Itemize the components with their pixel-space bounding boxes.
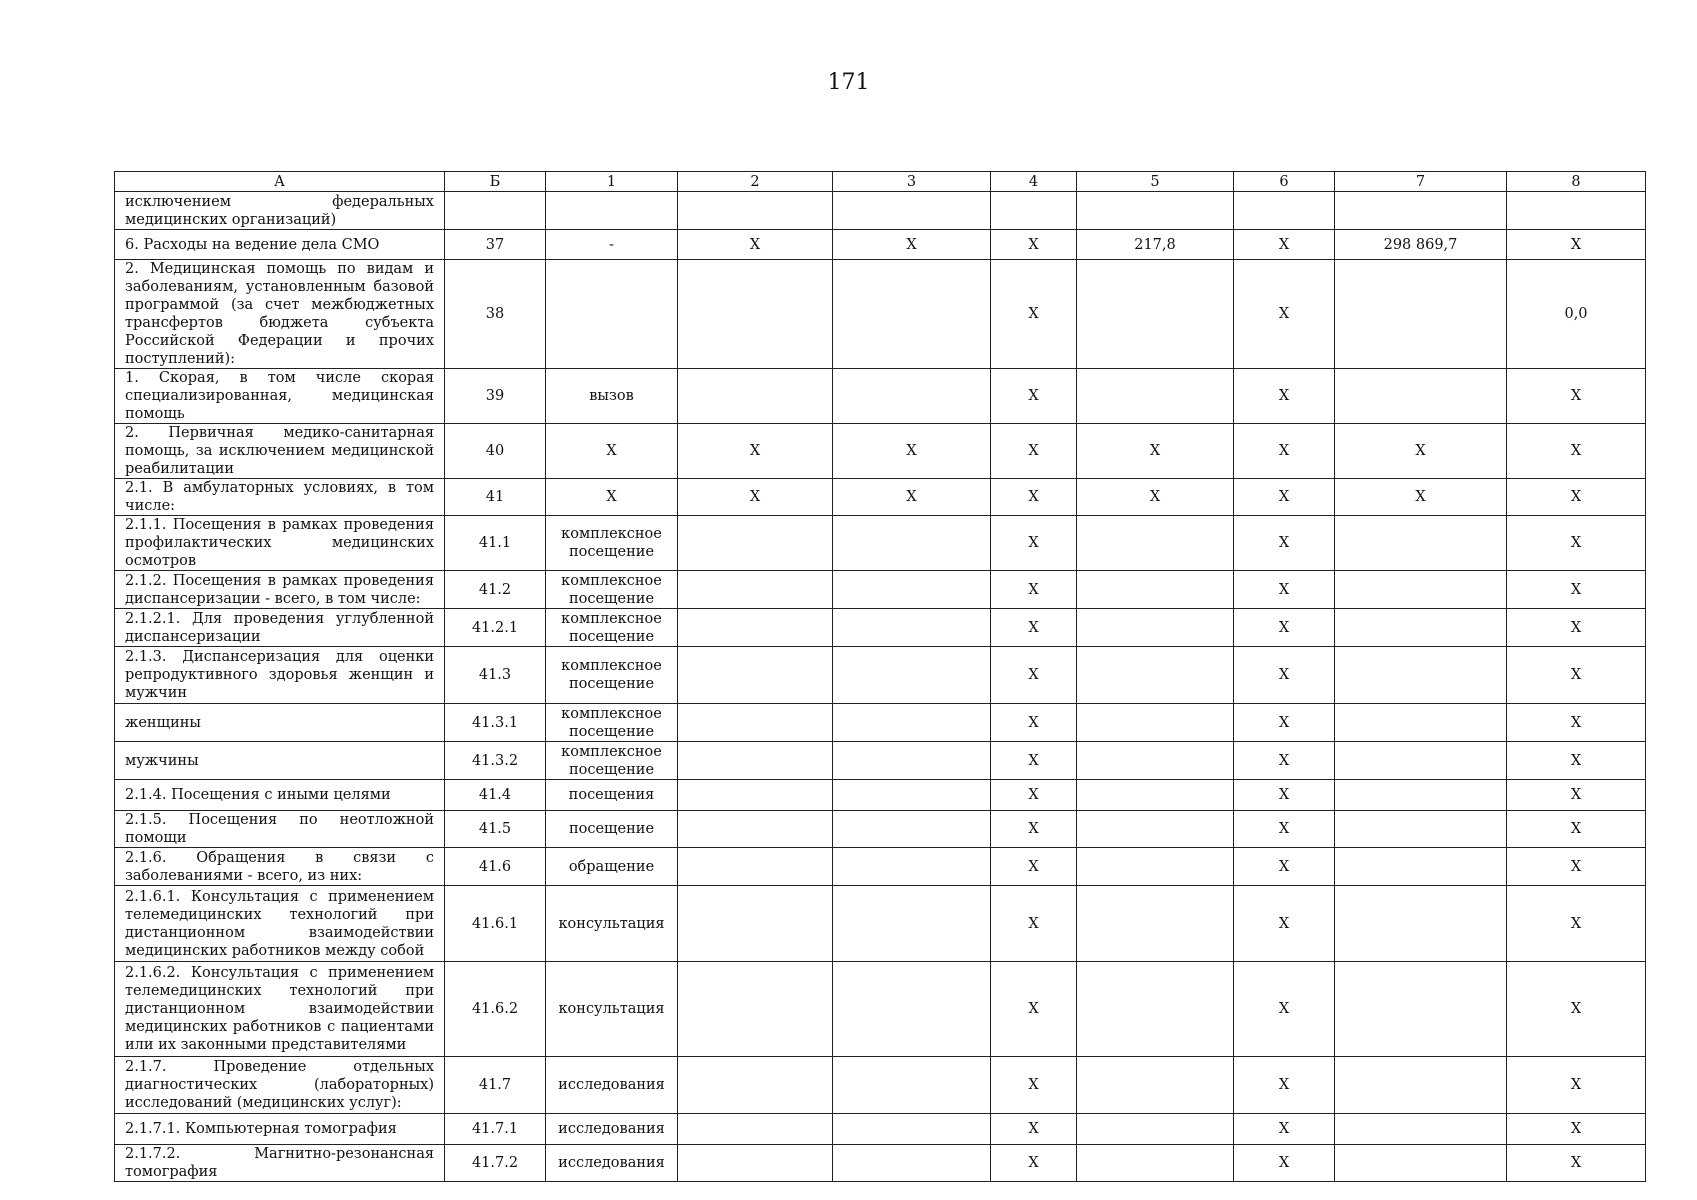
unit-cell: X bbox=[546, 479, 678, 516]
value-cell bbox=[833, 516, 991, 571]
value-cell bbox=[1234, 192, 1335, 230]
value-cell bbox=[1077, 260, 1234, 369]
unit-cell: комплексное посещение bbox=[546, 516, 678, 571]
value-cell bbox=[678, 369, 833, 424]
value-cell bbox=[1077, 1057, 1234, 1114]
table-row bbox=[115, 962, 1646, 1057]
value-cell bbox=[1335, 848, 1507, 886]
value-cell bbox=[678, 1057, 833, 1114]
page-number: 171 bbox=[827, 70, 870, 95]
value-cell: X bbox=[991, 479, 1077, 516]
value-cell: X bbox=[991, 1145, 1077, 1182]
value-cell: X bbox=[1234, 369, 1335, 424]
value-cell: X bbox=[1234, 571, 1335, 609]
value-cell: X bbox=[1234, 516, 1335, 571]
value-cell: X bbox=[678, 424, 833, 479]
value-cell: X bbox=[991, 1057, 1077, 1114]
value-cell: X bbox=[1077, 424, 1234, 479]
unit-cell: исследования bbox=[546, 1145, 678, 1182]
value-cell: X bbox=[991, 780, 1077, 811]
value-cell: X bbox=[991, 848, 1077, 886]
value-cell bbox=[1077, 516, 1234, 571]
value-cell bbox=[1335, 260, 1507, 369]
unit-cell: консультация bbox=[546, 962, 678, 1057]
row-code-cell: 41.7.2 bbox=[445, 1145, 546, 1182]
value-cell bbox=[678, 260, 833, 369]
value-cell: X bbox=[1507, 1114, 1646, 1145]
row-code-cell: 41.7.1 bbox=[445, 1114, 546, 1145]
row-code-cell: 41.6.1 bbox=[445, 886, 546, 962]
value-cell bbox=[678, 780, 833, 811]
unit-cell: комплексное посещение bbox=[546, 609, 678, 647]
value-cell bbox=[1335, 516, 1507, 571]
value-cell bbox=[833, 848, 991, 886]
table-row bbox=[115, 1114, 1646, 1145]
unit-cell: исследования bbox=[546, 1114, 678, 1145]
value-cell bbox=[1077, 369, 1234, 424]
value-cell bbox=[1077, 1114, 1234, 1145]
value-cell: X bbox=[1335, 479, 1507, 516]
value-cell: 217,8 bbox=[1077, 230, 1234, 260]
value-cell bbox=[833, 704, 991, 742]
value-cell: X bbox=[1507, 848, 1646, 886]
value-cell: X bbox=[1234, 424, 1335, 479]
value-cell bbox=[1077, 811, 1234, 848]
table-row bbox=[115, 260, 1646, 369]
value-cell: X bbox=[1234, 848, 1335, 886]
row-code-cell: 37 bbox=[445, 230, 546, 260]
value-cell bbox=[1335, 571, 1507, 609]
value-cell bbox=[678, 811, 833, 848]
row-label-cell: 2. Медицинская помощь по видам и заболеваниям, установленным базовой программой (за счет межбюджетных трансфертов бюджета субъекта Российской Федерации и прочих поступлений): bbox=[115, 260, 445, 369]
table-row bbox=[115, 516, 1646, 571]
value-cell: X bbox=[1507, 704, 1646, 742]
column-header: 4 bbox=[991, 172, 1077, 192]
column-header: 7 bbox=[1335, 172, 1507, 192]
value-cell: X bbox=[1507, 1145, 1646, 1182]
column-header: 2 bbox=[678, 172, 833, 192]
unit-cell: обращение bbox=[546, 848, 678, 886]
table-row bbox=[115, 230, 1646, 260]
row-code-cell: 41 bbox=[445, 479, 546, 516]
unit-cell: комплексное посещение bbox=[546, 704, 678, 742]
value-cell: X bbox=[991, 571, 1077, 609]
value-cell: X bbox=[833, 230, 991, 260]
value-cell: X bbox=[1507, 516, 1646, 571]
value-cell bbox=[678, 516, 833, 571]
value-cell bbox=[1077, 848, 1234, 886]
value-cell bbox=[1077, 742, 1234, 780]
value-cell: X bbox=[1234, 704, 1335, 742]
row-code-cell: 39 bbox=[445, 369, 546, 424]
row-code-cell: 41.3.2 bbox=[445, 742, 546, 780]
column-header: 3 bbox=[833, 172, 991, 192]
value-cell: X bbox=[991, 647, 1077, 704]
value-cell bbox=[1335, 1057, 1507, 1114]
value-cell bbox=[1335, 704, 1507, 742]
value-cell bbox=[1077, 647, 1234, 704]
table-row bbox=[115, 811, 1646, 848]
value-cell: X bbox=[1507, 780, 1646, 811]
value-cell: X bbox=[991, 516, 1077, 571]
value-cell: X bbox=[991, 962, 1077, 1057]
value-cell: X bbox=[991, 1114, 1077, 1145]
row-code-cell: 41.3 bbox=[445, 647, 546, 704]
value-cell: X bbox=[833, 479, 991, 516]
row-code-cell: 41.6 bbox=[445, 848, 546, 886]
column-header: 8 bbox=[1507, 172, 1646, 192]
value-cell: X bbox=[991, 886, 1077, 962]
unit-cell: консультация bbox=[546, 886, 678, 962]
table-row bbox=[115, 609, 1646, 647]
table-row bbox=[115, 479, 1646, 516]
table-row bbox=[115, 647, 1646, 704]
value-cell bbox=[1335, 647, 1507, 704]
row-label-cell: мужчины bbox=[115, 742, 445, 780]
header-row bbox=[115, 172, 1646, 192]
value-cell bbox=[678, 848, 833, 886]
value-cell bbox=[1077, 609, 1234, 647]
value-cell: X bbox=[991, 369, 1077, 424]
table-row bbox=[115, 886, 1646, 962]
column-header: 1 bbox=[546, 172, 678, 192]
table-row bbox=[115, 1057, 1646, 1114]
value-cell bbox=[833, 1114, 991, 1145]
value-cell: X bbox=[1507, 571, 1646, 609]
value-cell bbox=[1507, 192, 1646, 230]
value-cell bbox=[678, 742, 833, 780]
value-cell bbox=[1335, 811, 1507, 848]
row-code-cell: 41.7 bbox=[445, 1057, 546, 1114]
value-cell: X bbox=[1234, 811, 1335, 848]
row-label-cell: 2.1.5. Посещения по неотложной помощи bbox=[115, 811, 445, 848]
data-table bbox=[114, 171, 1646, 1182]
value-cell bbox=[678, 609, 833, 647]
column-header: А bbox=[115, 172, 445, 192]
value-cell bbox=[1077, 886, 1234, 962]
value-cell: X bbox=[1234, 230, 1335, 260]
row-label-cell: 2.1.6. Обращения в связи с заболеваниями - всего, из них: bbox=[115, 848, 445, 886]
value-cell bbox=[678, 647, 833, 704]
row-label-cell: 1. Скорая, в том числе скорая специализированная, медицинская помощь bbox=[115, 369, 445, 424]
value-cell bbox=[833, 742, 991, 780]
value-cell: X bbox=[991, 742, 1077, 780]
row-label-cell: 6. Расходы на ведение дела СМО bbox=[115, 230, 445, 260]
value-cell bbox=[678, 1145, 833, 1182]
value-cell bbox=[833, 571, 991, 609]
value-cell bbox=[678, 962, 833, 1057]
value-cell bbox=[678, 1114, 833, 1145]
value-cell: X bbox=[991, 230, 1077, 260]
value-cell bbox=[1077, 780, 1234, 811]
value-cell bbox=[678, 704, 833, 742]
unit-cell: посещение bbox=[546, 811, 678, 848]
column-header: Б bbox=[445, 172, 546, 192]
value-cell: X bbox=[1234, 479, 1335, 516]
unit-cell bbox=[546, 192, 678, 230]
value-cell: X bbox=[1234, 609, 1335, 647]
value-cell bbox=[1335, 192, 1507, 230]
row-label-cell: 2.1.2.1. Для проведения углубленной диспансеризации bbox=[115, 609, 445, 647]
value-cell bbox=[833, 1057, 991, 1114]
row-code-cell: 41.6.2 bbox=[445, 962, 546, 1057]
value-cell bbox=[1335, 609, 1507, 647]
value-cell bbox=[1335, 780, 1507, 811]
value-cell: X bbox=[1507, 647, 1646, 704]
value-cell bbox=[1077, 962, 1234, 1057]
value-cell: X bbox=[1507, 886, 1646, 962]
value-cell: X bbox=[1077, 479, 1234, 516]
table-body bbox=[115, 192, 1646, 1182]
value-cell: X bbox=[1234, 886, 1335, 962]
value-cell bbox=[1335, 742, 1507, 780]
value-cell bbox=[1077, 1145, 1234, 1182]
unit-cell: исследования bbox=[546, 1057, 678, 1114]
value-cell bbox=[833, 647, 991, 704]
unit-cell: посещения bbox=[546, 780, 678, 811]
value-cell bbox=[1335, 369, 1507, 424]
value-cell bbox=[833, 811, 991, 848]
value-cell bbox=[833, 962, 991, 1057]
value-cell: X bbox=[1234, 1145, 1335, 1182]
value-cell: X bbox=[1234, 780, 1335, 811]
row-label-cell: женщины bbox=[115, 704, 445, 742]
value-cell: X bbox=[1234, 647, 1335, 704]
value-cell bbox=[1335, 886, 1507, 962]
row-label-cell: 2. Первичная медико-санитарная помощь, за исключением медицинской реабилитации bbox=[115, 424, 445, 479]
unit-cell: вызов bbox=[546, 369, 678, 424]
value-cell: X bbox=[1507, 1057, 1646, 1114]
value-cell: X bbox=[1507, 962, 1646, 1057]
row-label-cell: 2.1.3. Диспансеризация для оценки репродуктивного здоровья женщин и мужчин bbox=[115, 647, 445, 704]
row-label-cell: 2.1.6.2. Консультация с применением телемедицинских технологий при дистанционном взаимодействии медицинских работников с пациентами или их законными представителями bbox=[115, 962, 445, 1057]
row-code-cell bbox=[445, 192, 546, 230]
value-cell: 0,0 bbox=[1507, 260, 1646, 369]
value-cell: X bbox=[1507, 424, 1646, 479]
value-cell: X bbox=[833, 424, 991, 479]
table-row bbox=[115, 780, 1646, 811]
table-row bbox=[115, 369, 1646, 424]
value-cell: X bbox=[991, 811, 1077, 848]
row-code-cell: 41.3.1 bbox=[445, 704, 546, 742]
table-row bbox=[115, 1145, 1646, 1182]
row-label-cell: 2.1.2. Посещения в рамках проведения диспансеризации - всего, в том числе: bbox=[115, 571, 445, 609]
table-row bbox=[115, 424, 1646, 479]
value-cell bbox=[833, 609, 991, 647]
table-row bbox=[115, 192, 1646, 230]
row-label-cell: 2.1.4. Посещения с иными целями bbox=[115, 780, 445, 811]
column-header: 5 bbox=[1077, 172, 1234, 192]
value-cell bbox=[1077, 192, 1234, 230]
unit-cell: комплексное посещение bbox=[546, 647, 678, 704]
unit-cell bbox=[546, 260, 678, 369]
value-cell: X bbox=[678, 479, 833, 516]
row-label-cell: 2.1.1. Посещения в рамках проведения профилактических медицинских осмотров bbox=[115, 516, 445, 571]
value-cell: X bbox=[991, 609, 1077, 647]
value-cell: X bbox=[1335, 424, 1507, 479]
value-cell bbox=[1077, 571, 1234, 609]
table-row bbox=[115, 704, 1646, 742]
row-label-cell: исключением федеральных медицинских организаций) bbox=[115, 192, 445, 230]
value-cell: 298 869,7 bbox=[1335, 230, 1507, 260]
row-label-cell: 2.1.6.1. Консультация с применением телемедицинских технологий при дистанционном взаимодействии медицинских работников между собой bbox=[115, 886, 445, 962]
row-code-cell: 40 bbox=[445, 424, 546, 479]
value-cell bbox=[678, 886, 833, 962]
value-cell bbox=[833, 369, 991, 424]
row-label-cell: 2.1. В амбулаторных условиях, в том числе: bbox=[115, 479, 445, 516]
value-cell bbox=[833, 192, 991, 230]
value-cell: X bbox=[1234, 1057, 1335, 1114]
value-cell: X bbox=[991, 424, 1077, 479]
value-cell bbox=[678, 571, 833, 609]
value-cell: X bbox=[1507, 742, 1646, 780]
value-cell bbox=[833, 260, 991, 369]
row-code-cell: 41.1 bbox=[445, 516, 546, 571]
row-code-cell: 41.2 bbox=[445, 571, 546, 609]
value-cell bbox=[678, 192, 833, 230]
value-cell bbox=[1335, 962, 1507, 1057]
value-cell: X bbox=[1507, 369, 1646, 424]
table-row bbox=[115, 742, 1646, 780]
row-label-cell: 2.1.7.2. Магнитно-резонансная томография bbox=[115, 1145, 445, 1182]
value-cell: X bbox=[1234, 260, 1335, 369]
value-cell: X bbox=[1234, 962, 1335, 1057]
row-code-cell: 41.4 bbox=[445, 780, 546, 811]
row-label-cell: 2.1.7. Проведение отдельных диагностических (лабораторных) исследований (медицинских услуг): bbox=[115, 1057, 445, 1114]
unit-cell: комплексное посещение bbox=[546, 742, 678, 780]
table-row bbox=[115, 571, 1646, 609]
value-cell bbox=[833, 780, 991, 811]
unit-cell: X bbox=[546, 424, 678, 479]
unit-cell: - bbox=[546, 230, 678, 260]
value-cell bbox=[1335, 1145, 1507, 1182]
value-cell: X bbox=[991, 704, 1077, 742]
value-cell bbox=[833, 1145, 991, 1182]
row-code-cell: 41.5 bbox=[445, 811, 546, 848]
value-cell bbox=[1077, 704, 1234, 742]
row-label-cell: 2.1.7.1. Компьютерная томография bbox=[115, 1114, 445, 1145]
value-cell: X bbox=[678, 230, 833, 260]
value-cell: X bbox=[1234, 1114, 1335, 1145]
value-cell: X bbox=[991, 260, 1077, 369]
value-cell: X bbox=[1507, 479, 1646, 516]
column-header: 6 bbox=[1234, 172, 1335, 192]
table-row bbox=[115, 848, 1646, 886]
value-cell bbox=[833, 886, 991, 962]
value-cell: X bbox=[1507, 609, 1646, 647]
value-cell: X bbox=[1507, 230, 1646, 260]
value-cell bbox=[1335, 1114, 1507, 1145]
value-cell: X bbox=[1234, 742, 1335, 780]
row-code-cell: 38 bbox=[445, 260, 546, 369]
unit-cell: комплексное посещение bbox=[546, 571, 678, 609]
value-cell bbox=[991, 192, 1077, 230]
value-cell: X bbox=[1507, 811, 1646, 848]
row-code-cell: 41.2.1 bbox=[445, 609, 546, 647]
